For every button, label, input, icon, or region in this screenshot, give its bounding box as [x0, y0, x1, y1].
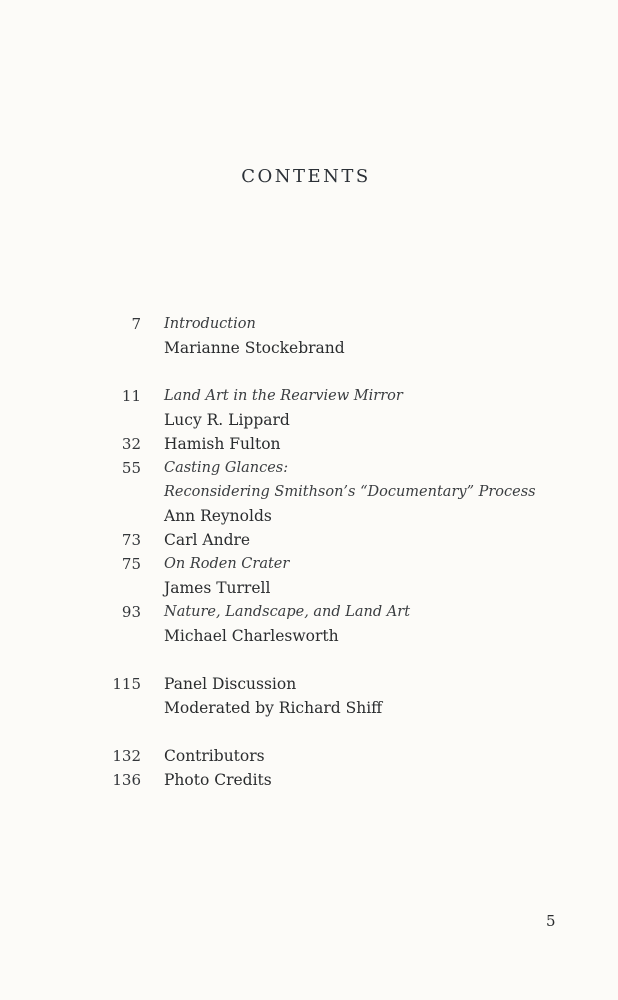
toc-row — [0, 408, 618, 432]
toc-row — [0, 600, 618, 624]
toc-page-number: 55 — [121, 459, 141, 477]
toc-row — [0, 672, 618, 696]
toc-row — [0, 768, 618, 792]
toc-page-number: 11 — [121, 387, 141, 405]
toc-row — [0, 624, 618, 648]
toc-author: Moderated by Richard Shiff — [164, 699, 383, 717]
toc-row — [0, 696, 618, 720]
toc-row — [0, 384, 618, 408]
toc-essay-title: Nature, Landscape, and Land Art — [164, 604, 411, 620]
toc-author: Photo Credits — [164, 771, 272, 789]
toc-author: Hamish Fulton — [164, 435, 281, 453]
toc-essay-title: Land Art in the Rearview Mirror — [164, 388, 403, 404]
toc-page-number: 7 — [131, 315, 141, 333]
toc-author: James Turrell — [164, 579, 271, 597]
toc-essay-title: Casting Glances: — [164, 460, 289, 476]
toc-author: Ann Reynolds — [164, 507, 272, 525]
toc-page-number: 136 — [112, 771, 141, 789]
toc-essay-title: Introduction — [164, 316, 256, 332]
toc-row — [0, 528, 618, 552]
table-of-contents — [0, 312, 618, 792]
toc-row — [0, 504, 618, 528]
toc-row — [0, 744, 618, 768]
toc-author: Michael Charlesworth — [164, 627, 339, 645]
toc-author: Lucy R. Lippard — [164, 411, 290, 429]
toc-author: Marianne Stockebrand — [164, 339, 345, 357]
toc-row — [0, 480, 618, 504]
toc-row — [0, 576, 618, 600]
toc-page-number: 73 — [121, 531, 141, 549]
toc-page-number: 32 — [121, 435, 141, 453]
page-title: CONTENTS — [241, 166, 371, 187]
toc-author: Contributors — [164, 747, 265, 765]
page-number: 5 — [546, 912, 556, 930]
toc-row — [0, 456, 618, 480]
toc-essay-title: Reconsidering Smithson’s “Documentary” Process — [164, 484, 536, 500]
toc-page-number: 93 — [121, 603, 141, 621]
toc-row — [0, 336, 618, 360]
toc-page-number: 132 — [112, 747, 141, 765]
toc-essay-title: On Roden Crater — [164, 556, 290, 572]
toc-author: Panel Discussion — [164, 675, 297, 693]
toc-row — [0, 312, 618, 336]
toc-row — [0, 432, 618, 456]
toc-page-number: 75 — [121, 555, 141, 573]
toc-row — [0, 552, 618, 576]
toc-author: Carl Andre — [164, 531, 251, 549]
toc-page-number: 115 — [112, 675, 141, 693]
